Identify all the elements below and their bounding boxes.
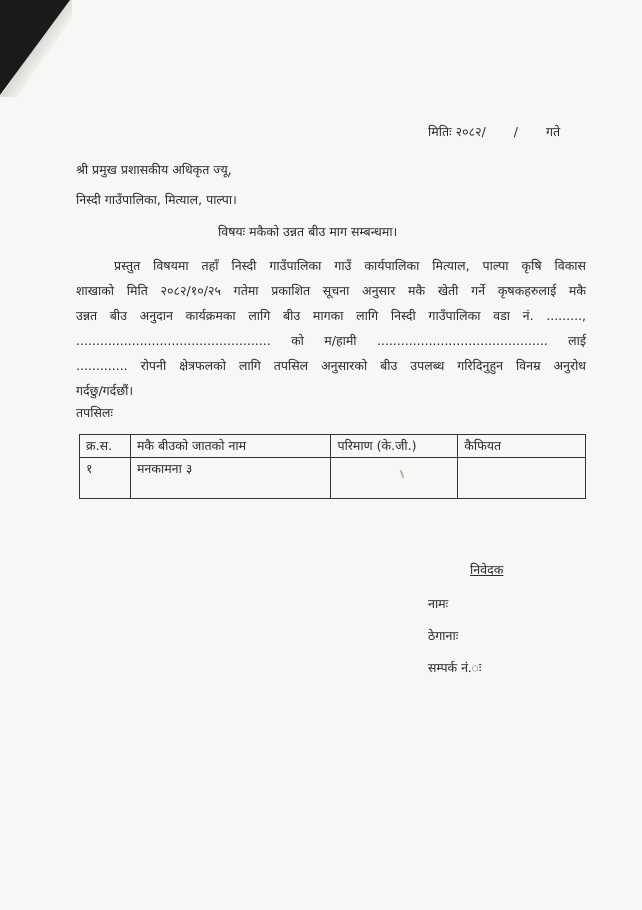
date-suffix: गते [546, 124, 561, 139]
letter-body [76, 253, 586, 403]
date-separator: / [513, 124, 519, 139]
address-label: ठेगानाः [428, 628, 459, 643]
date-line [428, 124, 560, 140]
page-corner-shadow [0, 0, 70, 95]
cell-variety: मनकामना ३ [130, 458, 331, 499]
header-serial: क्र.स. [80, 435, 131, 458]
seed-request-table [79, 434, 586, 499]
cell-quantity [331, 458, 458, 499]
applicant-heading: निवेदक [470, 562, 504, 577]
body-line-3: उन्नत बीउ अनुदान कार्यक्रमका लागि बीउ मागका लागि निस्दी गाउँपालिका वडा नं. ........., [76, 308, 586, 323]
table-header-row [80, 435, 586, 458]
list-heading: तपसिलः [76, 405, 113, 420]
cell-serial: १ [80, 458, 131, 499]
body-line-2: शाखाको मिति २०८२/१०/२५ गतेमा प्रकाशित सूचना अनुसार मकै खेती गर्ने कृषकहरुलाई मकै [76, 283, 586, 298]
contact-label: सम्पर्क नं.ः [428, 660, 482, 675]
body-line-4: ................................................. को म/हामी ........................................... लाई [76, 333, 586, 348]
body-line-5: ............. रोपनी क्षेत्रफलको लागि तपसिल अनुसारको बीउ उपलब्ध गरिदिनुहुन विनम्र अनुरोध [76, 358, 586, 373]
name-label: नामः [428, 596, 449, 611]
recipient-office: निस्दी गाउँपालिका, मित्याल, पाल्पा। [76, 192, 237, 207]
subject-line: विषयः मकैको उन्नत बीउ माग सम्बन्धमा। [218, 224, 398, 239]
body-line-1: प्रस्तुत विषयमा तहाँ निस्दी गाउँपालिका गाउँ कार्यपालिका मित्याल, पाल्पा कृषि विकास [114, 258, 586, 273]
body-line-6: गर्दछु/गर्दछौं। [76, 383, 134, 398]
header-variety: मकै बीउको जातको नाम [130, 435, 331, 458]
header-remarks: कैफियत [458, 435, 586, 458]
header-quantity: परिमाण (के.जी.) [331, 435, 458, 458]
cell-remarks [458, 458, 586, 499]
table-row [80, 458, 586, 499]
date-label: मितिः २०८२/ [428, 124, 486, 139]
recipient-title: श्री प्रमुख प्रशासकीय अधिकृत ज्यू, [76, 162, 232, 177]
